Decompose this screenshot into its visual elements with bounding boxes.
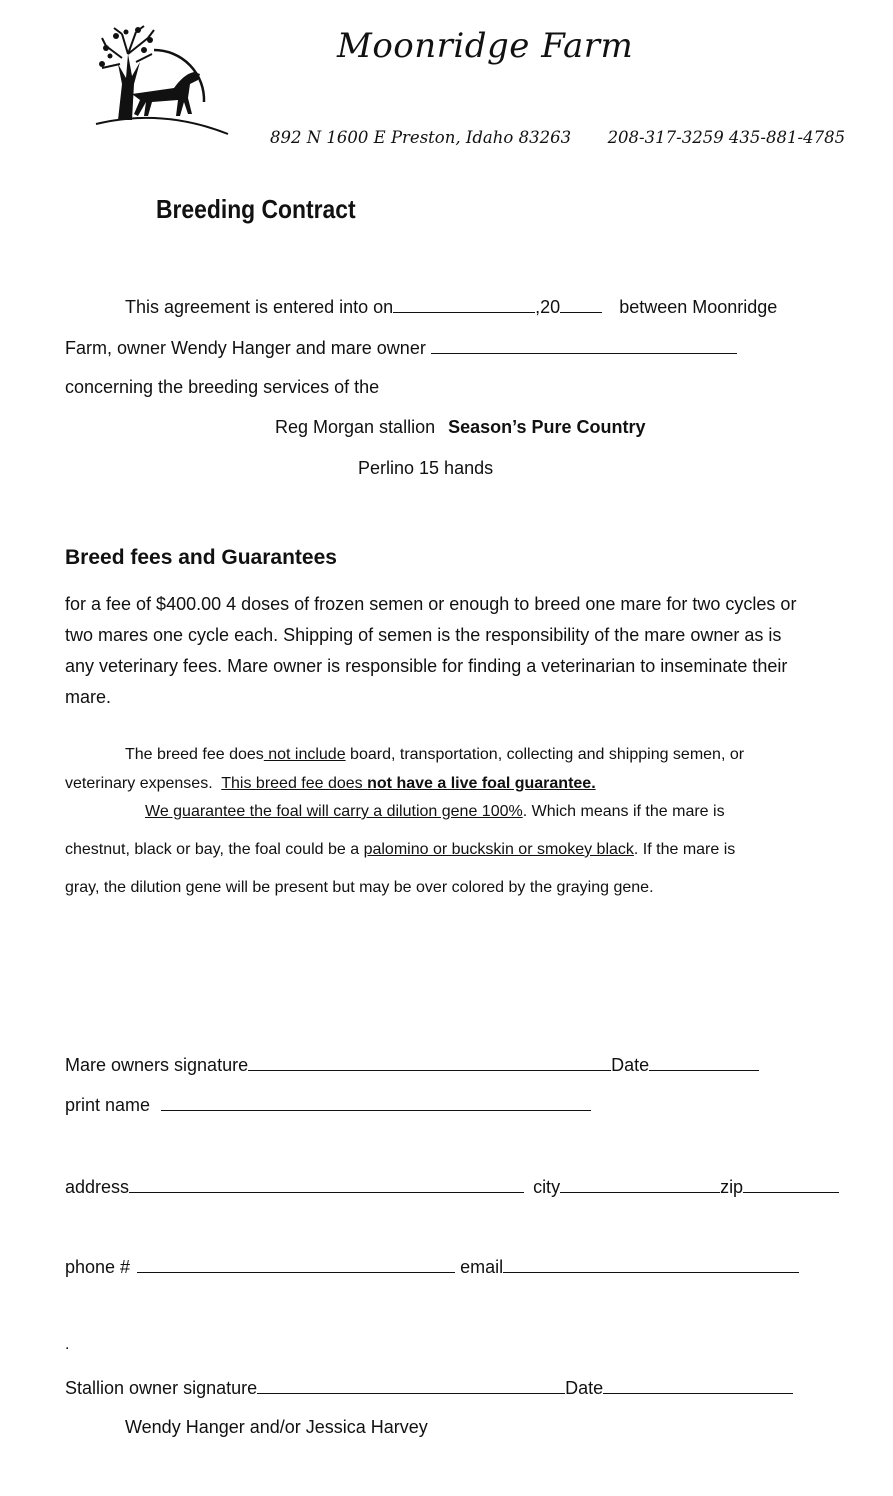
- mare-owner-blank[interactable]: [431, 337, 737, 354]
- stallion-name: Season’s Pure Country: [448, 417, 646, 437]
- print-name-blank[interactable]: [161, 1094, 591, 1111]
- farm-address: [270, 128, 845, 147]
- zip-blank[interactable]: [743, 1176, 839, 1193]
- address-label: address: [65, 1177, 130, 1197]
- stallion-signature-label: Stallion owner signature: [65, 1378, 258, 1398]
- fees-line-2: two mares one cycle each. Shipping of semen is the responsibility of the mare owner as is: [65, 625, 782, 645]
- exclusions-line-1: [125, 746, 744, 764]
- phone-label: phone #: [65, 1257, 131, 1277]
- owner-text: Farm, owner Wendy Hanger and mare owner: [65, 338, 426, 358]
- year-blank[interactable]: [560, 296, 602, 313]
- exclusions-c: board, transportation, collecting and shipping semen, or: [345, 746, 745, 763]
- stray-dot: .: [65, 1336, 70, 1353]
- guarantee-line-2: [65, 841, 735, 859]
- fees-line-1: for a fee of $400.00 4 doses of frozen semen or enough to breed one mare for two cycles or: [65, 594, 797, 614]
- address-row: [65, 1176, 839, 1198]
- agreement-line-3: concerning the breeding services of the: [65, 377, 380, 397]
- guarantee-line-1: [145, 803, 725, 821]
- agreement-intro: This agreement is entered into on: [125, 297, 394, 317]
- agreement-date-blank[interactable]: [393, 296, 535, 313]
- zip-label: zip: [720, 1177, 744, 1197]
- stallion-line: [275, 417, 646, 438]
- guarantee-b: . Which means if the mare is: [522, 803, 725, 820]
- stallion-date-blank[interactable]: [603, 1377, 793, 1394]
- fees-heading: Breed fees and Guarantees: [65, 546, 337, 569]
- contact-row: [65, 1256, 799, 1278]
- stallion-signature-blank[interactable]: [257, 1377, 565, 1394]
- print-name-row: [65, 1094, 591, 1116]
- exclusions-b: not include: [263, 746, 346, 763]
- guarantee-d: . If the mare is: [633, 841, 736, 858]
- farm-logo: [92, 24, 234, 136]
- no-foal-guarantee: This breed fee does not have a live foal guarantee.: [221, 775, 596, 792]
- year-prefix: ,20: [535, 297, 561, 317]
- guarantee-c: chestnut, black or bay, the foal could be a: [65, 841, 364, 858]
- stallion-prefix: Reg Morgan stallion: [275, 417, 436, 437]
- farm-name: Moonridge Farm: [337, 26, 634, 66]
- fees-line-4: mare.: [65, 687, 112, 707]
- document-title: Breeding Contract: [156, 194, 356, 224]
- address-text: 892 N 1600 E Preston, Idaho 83263: [270, 128, 572, 147]
- foal-colors: palomino or buckskin or smokey black: [363, 841, 634, 858]
- email-blank[interactable]: [503, 1256, 799, 1273]
- dilution-guarantee: We guarantee the foal will carry a dilution gene 100%: [145, 803, 523, 820]
- phone-blank[interactable]: [137, 1256, 455, 1273]
- exclusions-line-2: [65, 775, 596, 793]
- print-name-label: print name: [65, 1095, 151, 1115]
- stallion-signature-row: [65, 1377, 793, 1399]
- between-text: between Moonridge: [619, 297, 778, 317]
- guarantee-line-3: gray, the dilution gene will be present but may be over colored by the graying gene.: [65, 879, 654, 896]
- agreement-line-2: [65, 337, 737, 359]
- city-label: city: [533, 1177, 561, 1197]
- exclusions-a: The breed fee does: [125, 746, 264, 763]
- email-label: email: [460, 1257, 504, 1277]
- stallion-owners: Wendy Hanger and/or Jessica Harvey: [125, 1417, 428, 1437]
- mare-date-blank[interactable]: [649, 1054, 759, 1071]
- phone-numbers: 208-317-3259 435-881-4785: [607, 128, 846, 147]
- address-blank[interactable]: [129, 1176, 524, 1193]
- exclusions-d: veterinary expenses.: [65, 775, 213, 792]
- fees-paragraph: [65, 589, 887, 713]
- mare-date-label: Date: [611, 1055, 650, 1075]
- mare-signature-blank[interactable]: [248, 1054, 611, 1071]
- city-blank[interactable]: [560, 1176, 720, 1193]
- mare-signature-label: Mare owners signature: [65, 1055, 249, 1075]
- mare-signature-row: [65, 1054, 759, 1076]
- stallion-description: Perlino 15 hands: [358, 458, 494, 478]
- fees-line-3: any veterinary fees. Mare owner is responsible for finding a veterinarian to inseminate their: [65, 656, 788, 676]
- stallion-date-label: Date: [565, 1378, 604, 1398]
- agreement-line-1: [125, 296, 777, 318]
